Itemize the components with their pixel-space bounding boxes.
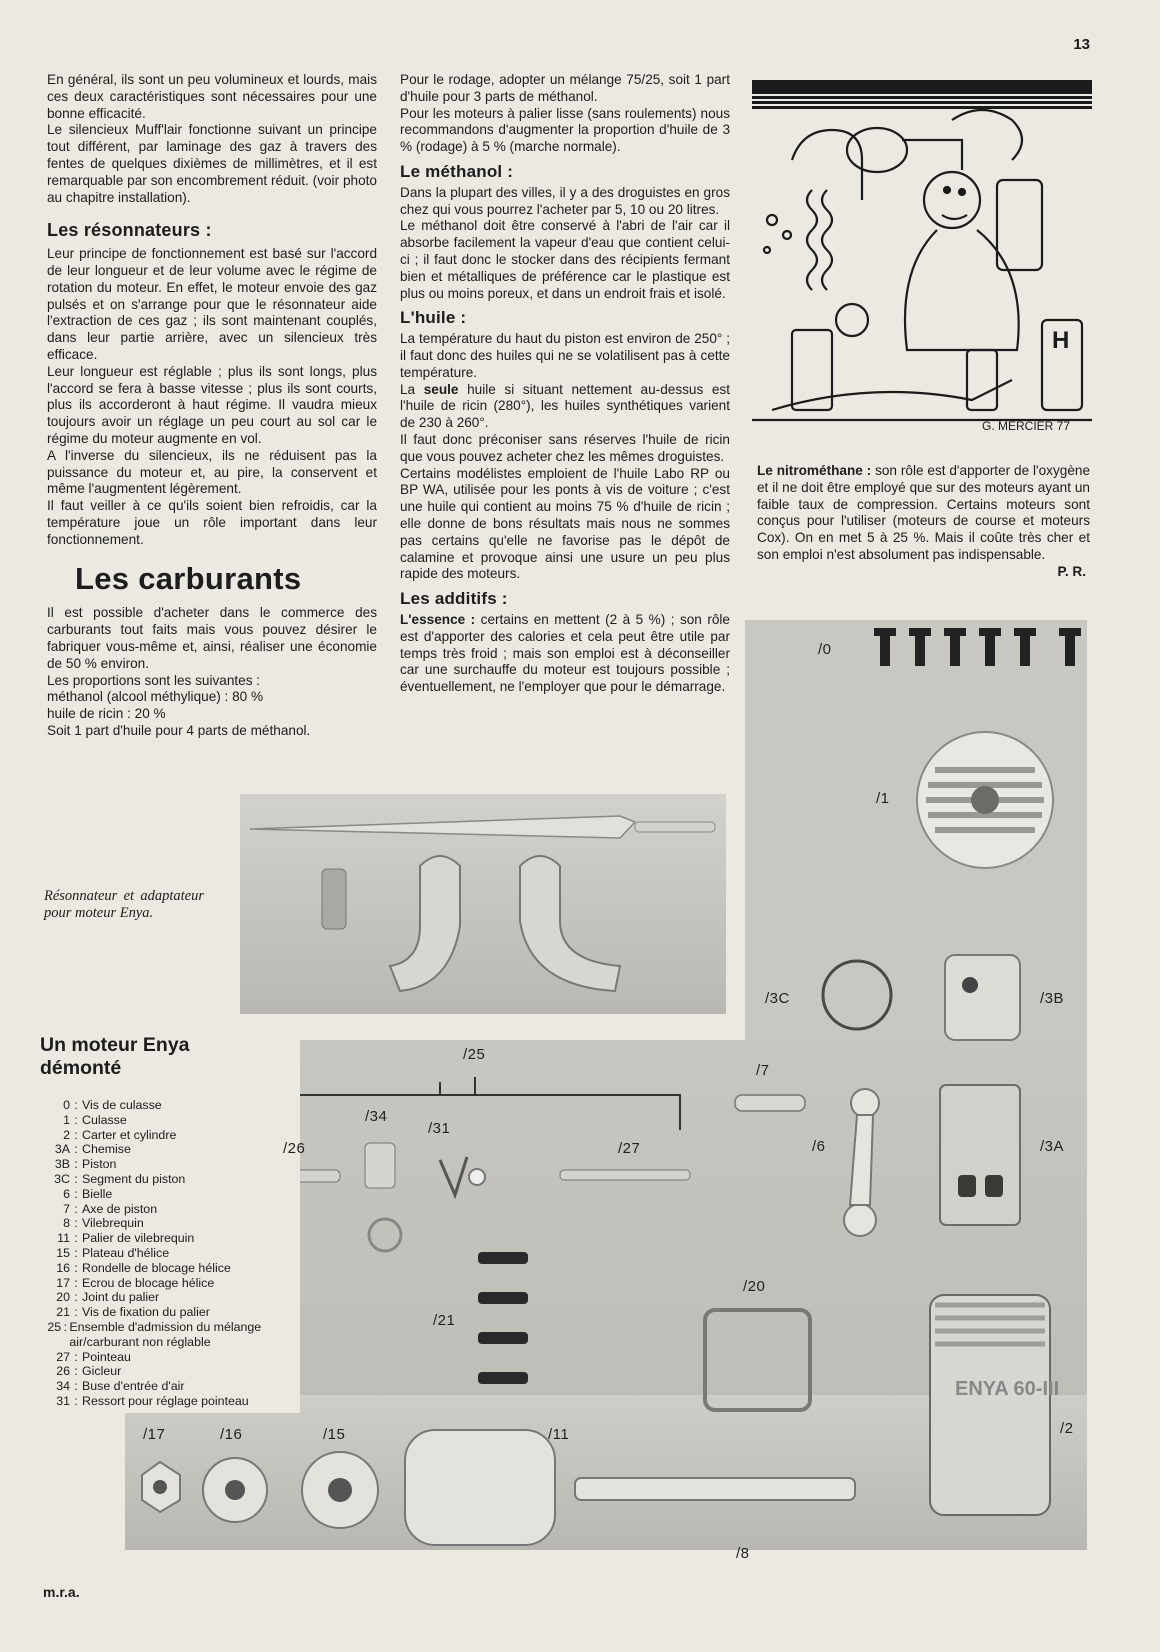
heading-resonnateurs: Les résonnateurs : <box>47 220 212 241</box>
paragraph: Leur principe de fonctionnement est basé sur l'accord de leur longueur et de leur volume avec le régime de rotation du moteur. En effet, le moteur envoie des gaz pulsés et on s'arrange pour que le résonnateur aide l'extraction de ces gaz ; ils sont maintenant couplés, dans leur partie arrière, avec un silencieux très efficace. <box>47 246 377 362</box>
label-part-7: /7 <box>756 1062 770 1079</box>
label-part-26: /26 <box>283 1140 306 1157</box>
paragraph: Soit 1 part d'huile pour 4 parts de méthanol. <box>47 722 311 738</box>
label-part-11: /11 <box>548 1426 570 1443</box>
label-part-27: /27 <box>618 1140 641 1157</box>
legend-item: 15 : Plateau d'hélice <box>56 1245 170 1260</box>
paragraph: huile de ricin : 20 % <box>47 706 166 722</box>
h2-symbol: H <box>1052 327 1070 354</box>
legend-item: 21 : Vis de fixation du palier <box>56 1305 210 1320</box>
legend-item: 34 : Buse d'entrée d'air <box>56 1379 185 1394</box>
paragraph: Les proportions sont les suivantes : <box>47 672 261 688</box>
legend-item: 3A : Chemise <box>54 1142 131 1157</box>
label-part-3c: /3C <box>765 990 790 1007</box>
label-part-1: /1 <box>876 790 890 807</box>
paragraph: Le silencieux Muff'lair fonctionne suivant un principe tout différent, par laminage des gaz à travers des fentes de quelques dixièmes de millimètres, et il est remarquable par son encombrement réduit. (voir photo au chapitre installation). <box>47 122 377 205</box>
label-part-6: /6 <box>812 1138 826 1155</box>
resonator-drawing <box>240 794 726 1014</box>
engine-marking: ENYA 60-III <box>955 1378 1060 1400</box>
legend-item: 26 : Gicleur <box>56 1364 122 1379</box>
paragraph: Le nitrométhane : son rôle est d'apporter de l'oxygène et il ne doit être employé que sur des moteurs ayant un faible taux de compression. Certains moteurs sont conçus pour l'utiliser (moteurs de course et moteurs Cox). On en met 5 à 25 %. Mais il coûte très cher et son emploi n'est absolument pas indispensable. <box>757 463 1091 562</box>
heading-additifs: Les additifs : <box>400 589 508 609</box>
paragraph: En général, ils sont un peu volumineux et lourds, mais ces deux caractéristiques sont nécessaires pour une bonne efficacité. <box>47 72 377 121</box>
label-part-0: /0 <box>818 641 832 658</box>
parts-legend <box>30 1028 300 1413</box>
label-part-17: /17 <box>143 1426 166 1443</box>
page-number: 13 <box>1073 36 1090 53</box>
paragraph: méthanol (alcool méthylique) : 80 % <box>47 689 264 705</box>
legend-item: 17 : Ecrou de blocage hélice <box>56 1275 215 1290</box>
legend-item: 20 : Joint du palier <box>56 1290 160 1305</box>
resonator-photo <box>240 794 726 1014</box>
label-part-21: /21 <box>433 1312 456 1329</box>
heading-carburants: Les carburants <box>75 560 302 596</box>
paragraph: Le méthanol doit être conservé à l'abri de l'air car il absorbe facilement la vapeur d'eau que contient celui-ci ; il faut donc le stocker dans des récipients fermant bien et métalliques de préférence car le plastique est plus ou moins poreux, et dans un endroit frais et isolé. <box>400 218 730 301</box>
paragraph: A l'inverse du silencieux, ils ne réduisent pas la puissance du moteur et, au pire, la conservent et même l'augmentent légèrement. <box>47 447 377 497</box>
label-part-25: /25 <box>463 1046 486 1063</box>
paragraph: Pour le rodage, adopter un mélange 75/25, soit 1 part d'huile pour 3 parts de méthanol. <box>400 72 730 104</box>
legend-list <box>42 1098 300 1409</box>
label-part-31: /31 <box>428 1120 451 1137</box>
heading-huile: L'huile : <box>400 308 467 328</box>
author-signature: P. R. <box>1057 563 1086 579</box>
legend-item: 31 : Ressort pour réglage pointeau <box>56 1393 249 1408</box>
paragraph: Pour les moteurs à palier lisse (sans roulements) nous recommandons d'augmenter la proportion d'huile de 3 % (rodage) à 5 % (marche normale). <box>400 105 730 155</box>
legend-item: 3B : Piston <box>54 1157 117 1172</box>
legend-item: 3C : Segment du piston <box>54 1171 186 1186</box>
label-part-3a: /3A <box>1040 1138 1065 1155</box>
label-part-15: /15 <box>323 1426 346 1443</box>
legend-item: 2 : Carter et cylindre <box>63 1127 177 1142</box>
label-part-20: /20 <box>743 1278 766 1295</box>
legend-item: 16 : Rondelle de blocage hélice <box>56 1260 231 1275</box>
heading-methanol: Le méthanol : <box>400 161 514 181</box>
legend-item: 27 : Pointeau <box>56 1349 131 1364</box>
paragraph: Dans la plupart des villes, il y a des droguistes en gros chez qui vous pourrez l'acheter par 5, 10 ou 20 litres. <box>400 184 730 217</box>
photo-caption: Résonnateur et adaptateur pour moteur Enya. <box>44 888 204 921</box>
cartoon-signature: G. MERCIER 77 <box>982 419 1071 433</box>
paragraph: Il faut donc préconiser sans réserves l'huile de ricin que vous pouvez acheter chez les mêmes droguistes. <box>400 431 730 464</box>
label-part-3b: /3B <box>1040 990 1065 1007</box>
legend-item: 1 : Culasse <box>63 1112 127 1127</box>
label-part-34: /34 <box>365 1108 388 1125</box>
paragraph: L'essence : certains en mettent (2 à 5 %) ; son rôle est d'apporter des calories et cela peut être utile par temps très froid ; mais son emploi est à déconseiller car une surchauffe du moteur est toujours possible ; éventuellement, ne l'employer que pour le démarrage. <box>400 611 730 695</box>
label-part-16: /16 <box>220 1426 243 1443</box>
paragraph: Il faut veiller à ce qu'ils soient bien refroidis, car la température joue un rôle important dans leur fonctionnement. <box>47 498 377 547</box>
paragraph: Il est possible d'acheter dans le commerce des carburants tout faits mais vous pouvez désirer le fabriquer vous-même et, ainsi, réaliser une économie de 50 % environ. <box>47 605 377 671</box>
label-part-2: /2 <box>1060 1420 1074 1437</box>
legend-item: 7 : Axe de piston <box>63 1201 158 1216</box>
paragraph: Certains modélistes emploient de l'huile Labo RP ou BP WA, utilisée pour les ponts à vis de voiture ; c'est une huile qui contient au moins 75 % d'huile de ricin ; elle donne de bons résultats mais nous ne sommes pas certains qu'elle ne favorise pas le dépôt de calamine et provoque ainsi une usure un peu plus rapide des moteurs. <box>400 465 730 582</box>
footer-mra: m.r.a. <box>43 1584 80 1600</box>
paragraph: La température du haut du piston est environ de 250° ; il faut donc des huiles qui ne se volatilisent pas à cette température. <box>400 331 730 380</box>
legend-item: 25 : Ensemble d'admission du mélange air/carburant non réglable <box>47 1319 262 1349</box>
legend-item: 6 : Bielle <box>63 1186 113 1201</box>
legend-item: 11 : Palier de vilebrequin <box>57 1231 195 1246</box>
legend-item: 0 : Vis de culasse <box>63 1098 162 1112</box>
paragraph: Leur longueur est réglable ; plus ils sont longs, plus l'accord se fera à basse vitesse ; plus ils sont courts, plus ils accorderont à haut régime. Il vaudra mieux toujours avoir un réglage un peu court au sol car le régime du moteur augmente en vol. <box>47 363 377 446</box>
paragraph: La seule huile si situant nettement au-dessus est l'huile de ricin (280°), les huiles synthétiques varient de 230 à 260°. <box>400 381 730 431</box>
label-part-8: /8 <box>736 1545 750 1562</box>
legend-item: 8 : Vilebrequin <box>63 1216 144 1231</box>
legend-title: Un moteur Enya démonté <box>40 1034 190 1079</box>
